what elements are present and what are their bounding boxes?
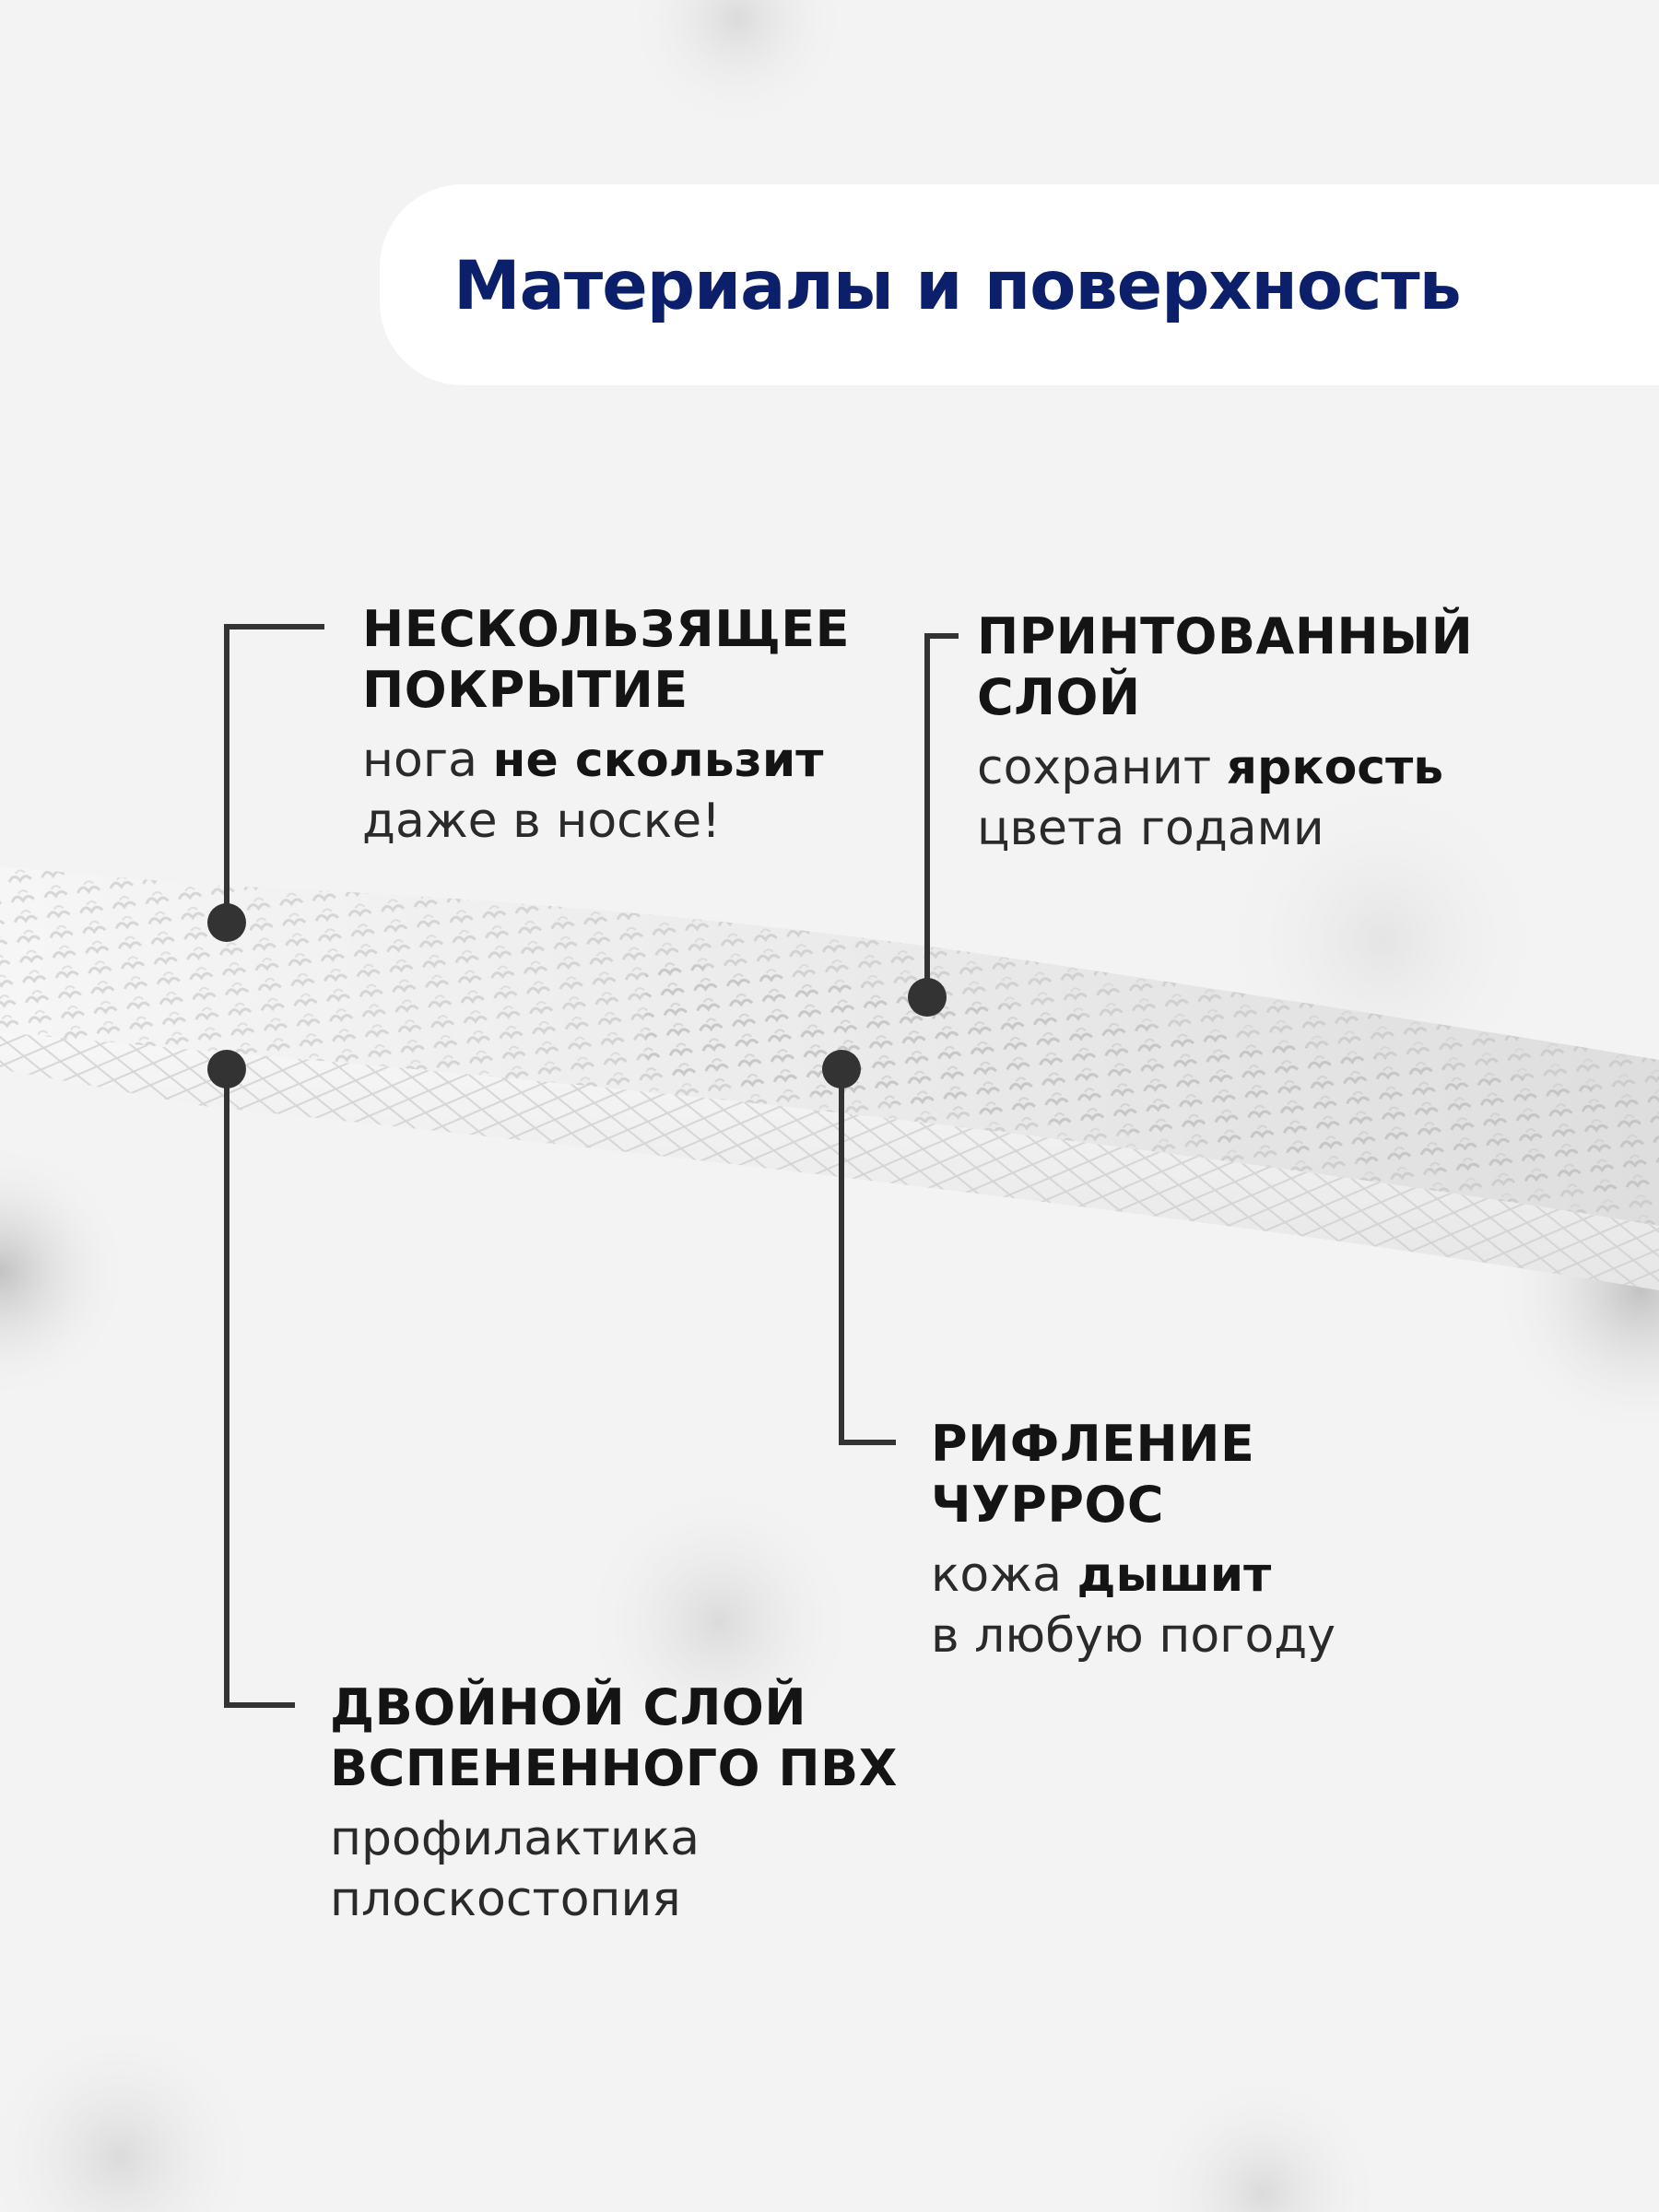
callout-text-bold: яркость [1226, 740, 1444, 795]
callout-text-bold: дышит [1077, 1547, 1272, 1603]
callout-description-line: плоскостопия [330, 1872, 681, 1927]
callout-heading-line: ПОКРЫТИЕ [362, 661, 688, 719]
callout-text: нога [362, 733, 493, 788]
callout-nonslip [362, 599, 850, 852]
callout-description [977, 737, 1473, 859]
callout-description-line [362, 730, 850, 791]
connector-dot-nonslip [207, 903, 246, 942]
callout-description [330, 1808, 898, 1930]
callout-description [362, 730, 850, 852]
connector-line-printed [927, 636, 959, 997]
page-title: Материалы и поверхность [453, 247, 1461, 325]
callout-pvc-layer [330, 1677, 898, 1930]
callout-heading [931, 1414, 1335, 1535]
callout-text-bold: не скользит [492, 733, 824, 788]
callout-heading-line: РИФЛЕНИЕ [931, 1415, 1255, 1473]
callout-text: кожа [931, 1547, 1077, 1603]
callout-description-line: даже в носке! [362, 794, 722, 849]
connector-line-pvc [227, 1069, 295, 1705]
connector-dot-printed [908, 978, 947, 1017]
callout-printed-layer [977, 606, 1473, 859]
callout-ribbing [931, 1414, 1335, 1666]
callout-heading-line: ВСПЕНЕННОГО ПВХ [330, 1739, 898, 1797]
callout-heading [362, 599, 850, 721]
callout-description-line: в любую погоду [931, 1608, 1336, 1664]
callout-heading-line: ПРИНТОВАННЫЙ [977, 607, 1474, 665]
connector-line-nonslip [227, 627, 324, 923]
callout-description [931, 1545, 1335, 1666]
callout-text: сохранит [977, 740, 1227, 795]
connector-dot-pvc [207, 1050, 246, 1088]
callout-heading [330, 1677, 898, 1799]
connector-line-ribbing [841, 1069, 896, 1442]
callout-description-line [931, 1545, 1335, 1606]
callout-heading-line: НЕСКОЛЬЗЯЩЕЕ [362, 600, 851, 658]
connector-dot-ribbing [822, 1050, 861, 1088]
callout-heading-line: ЧУРРОС [931, 1476, 1164, 1534]
callout-description-line: цвета годами [977, 801, 1324, 856]
callout-description-line [977, 737, 1473, 798]
callout-description-line: профилактика [330, 1811, 700, 1866]
callout-heading [977, 606, 1473, 728]
callout-heading-line: СЛОЙ [977, 668, 1141, 726]
callout-heading-line: ДВОЙНОЙ СЛОЙ [330, 1678, 807, 1736]
